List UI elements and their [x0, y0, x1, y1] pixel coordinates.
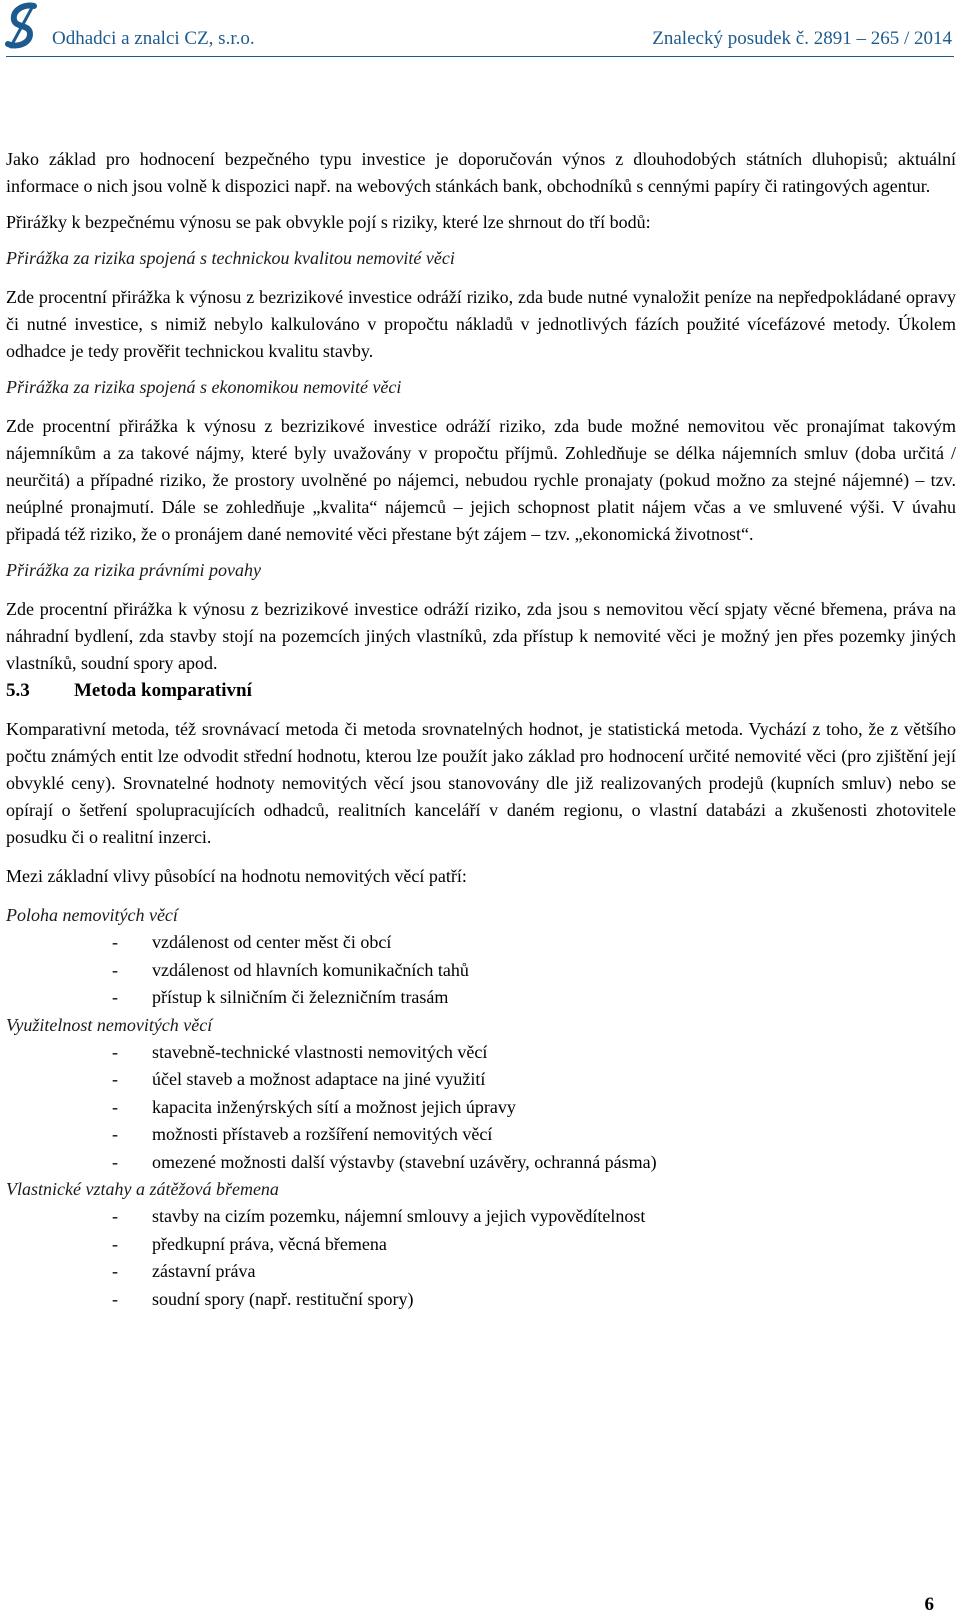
list-item: - předkupní práva, věcná břemena	[112, 1233, 387, 1254]
header-company: Odhadci a znalci CZ, s.r.o.	[52, 28, 255, 49]
list-item: - stavebně-technické vlastnosti nemovitých věcí	[112, 1041, 488, 1062]
paragraph-economic-risk: Zde procentní přirážka k výnosu z bezrizikové investice odráží riziko, zda bude možné nemovitou věc pronajímat takovým nájemníkům a za takové nájmy, které byly uvažovány v propočtu příjmů. Zohledňuje se délka nájemních smluv (doba určitá / neurčitá) a případné riziko, že prostory uvolněné po nájemci, nebudou rychle pronajaty (pokud možno za stejné nájemné) – tzv. neúplné pronajmutí. Dále se zohledňuje „kvalita“ nájemců – jejich schopnost platit nájem včas a ve smluvené výši. V úvahu připadá též riziko, že o pronájem dané nemovité věci přestane být zájem – tzv. „ekonomická životnost“.	[6, 416, 956, 544]
subheading-legal-risk: Přirážka za rizika právními povahy	[6, 560, 261, 580]
list-item: - možnosti přístaveb a rozšíření nemovitých věcí	[112, 1124, 493, 1144]
list-item: - zástavní práva	[112, 1261, 256, 1281]
section-title: Metoda komparativní	[74, 680, 252, 701]
company-logo-icon	[4, 2, 42, 50]
list-item: - kapacita inženýrských sítí a možnost jejich úpravy	[112, 1096, 516, 1117]
page-content	[6, 146, 956, 1313]
list-item: - stavby na cizím pozemku, nájemní smlouvy a jejich vypovědítelnost	[112, 1206, 646, 1226]
paragraph-technical-risk: Zde procentní přirážka k výnosu z bezrizikové investice odráží riziko, zda bude nutné vynaložit peníze na nepředpokládané opravy či nutné investice, s nimiž nebylo kalkulováno v propočtu nákladů v jednotlivých fázích použité vícefázové metody. Úkolem odhadce je tedy prověřit technickou kvalitu stavby.	[6, 287, 956, 361]
list-usability	[6, 1039, 956, 1177]
page-header	[0, 0, 960, 56]
header-report-number: Znalecký posudek č. 2891 – 265 / 2014	[652, 28, 952, 49]
paragraph-premiums-intro: Přirážky k bezpečnému výnosu se pak obvykle pojí s riziky, které lze shrnout do tří bodů:	[6, 212, 651, 232]
list-location	[6, 929, 956, 1012]
list-item: - vzdálenost od center měst či obcí	[112, 932, 392, 952]
section-heading	[6, 677, 956, 704]
list-item: - vzdálenost od hlavních komunikačních tahů	[112, 959, 469, 980]
group-title-ownership: Vlastnické vztahy a zátěžová břemena	[6, 1179, 279, 1199]
header-divider	[6, 56, 954, 57]
page-number: 6	[924, 1594, 934, 1615]
list-item: - přístup k silničním či železničním trasám	[112, 987, 449, 1007]
subheading-economic-risk: Přirážka za rizika spojená s ekonomikou nemovité věci	[6, 377, 402, 397]
paragraph-legal-risk: Zde procentní přirážka k výnosu z bezrizikové investice odráží riziko, zda jsou s nemovitou věcí spjaty věcné břemena, práva na náhradní bydlení, zda stavby stojí na pozemcích jiných vlastníků, zda přístup k nemovité věci je možný jen přes pozemky jiných vlastníků, soudní spory apod.	[6, 599, 956, 673]
paragraph-bond-yield: Jako základ pro hodnocení bezpečného typu investice je doporučován výnos z dlouhodobých státních dluhopisů; aktuální informace o nich jsou volně k dispozici např. na webových stánkách bank, obchodníků s cennými papíry či ratingových agentur.	[6, 149, 956, 196]
list-item: - omezené možnosti další výstavby (stavební uzávěry, ochranná pásma)	[112, 1151, 657, 1172]
list-item: - soudní spory (např. restituční spory)	[112, 1288, 414, 1309]
group-title-location: Poloha nemovitých věcí	[6, 905, 178, 925]
paragraph-comparative-method: Komparativní metoda, též srovnávací metoda či metoda srovnatelných hodnot, je statistická metoda. Vychází z toho, že z většího počtu známých entit lze odvodit střední hodnotu, kterou lze použít jako základ pro hodnocení určité nemovité věci (pro zjištění její obvyklé ceny). Srovnatelné hodnoty nemovitých věcí jsou stanovovány dle již realizovaných prodejů (kupních smluv) nebo se opírají o šetření spolupracujících odhadců, realitních kanceláří v daném regionu, o vlastní databázi a zkušenosti zhotovitele posudku či o realitní inzerci.	[6, 719, 956, 847]
paragraph-influences-intro: Mezi základní vlivy působící na hodnotu nemovitých věcí patří:	[6, 866, 467, 886]
subheading-technical-risk: Přirážka za rizika spojená s technickou kvalitou nemovité věci	[6, 248, 455, 268]
section-number: 5.3	[6, 680, 30, 701]
list-ownership	[6, 1203, 956, 1313]
group-title-usability: Využitelnost nemovitých věcí	[6, 1014, 213, 1035]
list-item: - účel staveb a možnost adaptace na jiné využití	[112, 1069, 486, 1089]
